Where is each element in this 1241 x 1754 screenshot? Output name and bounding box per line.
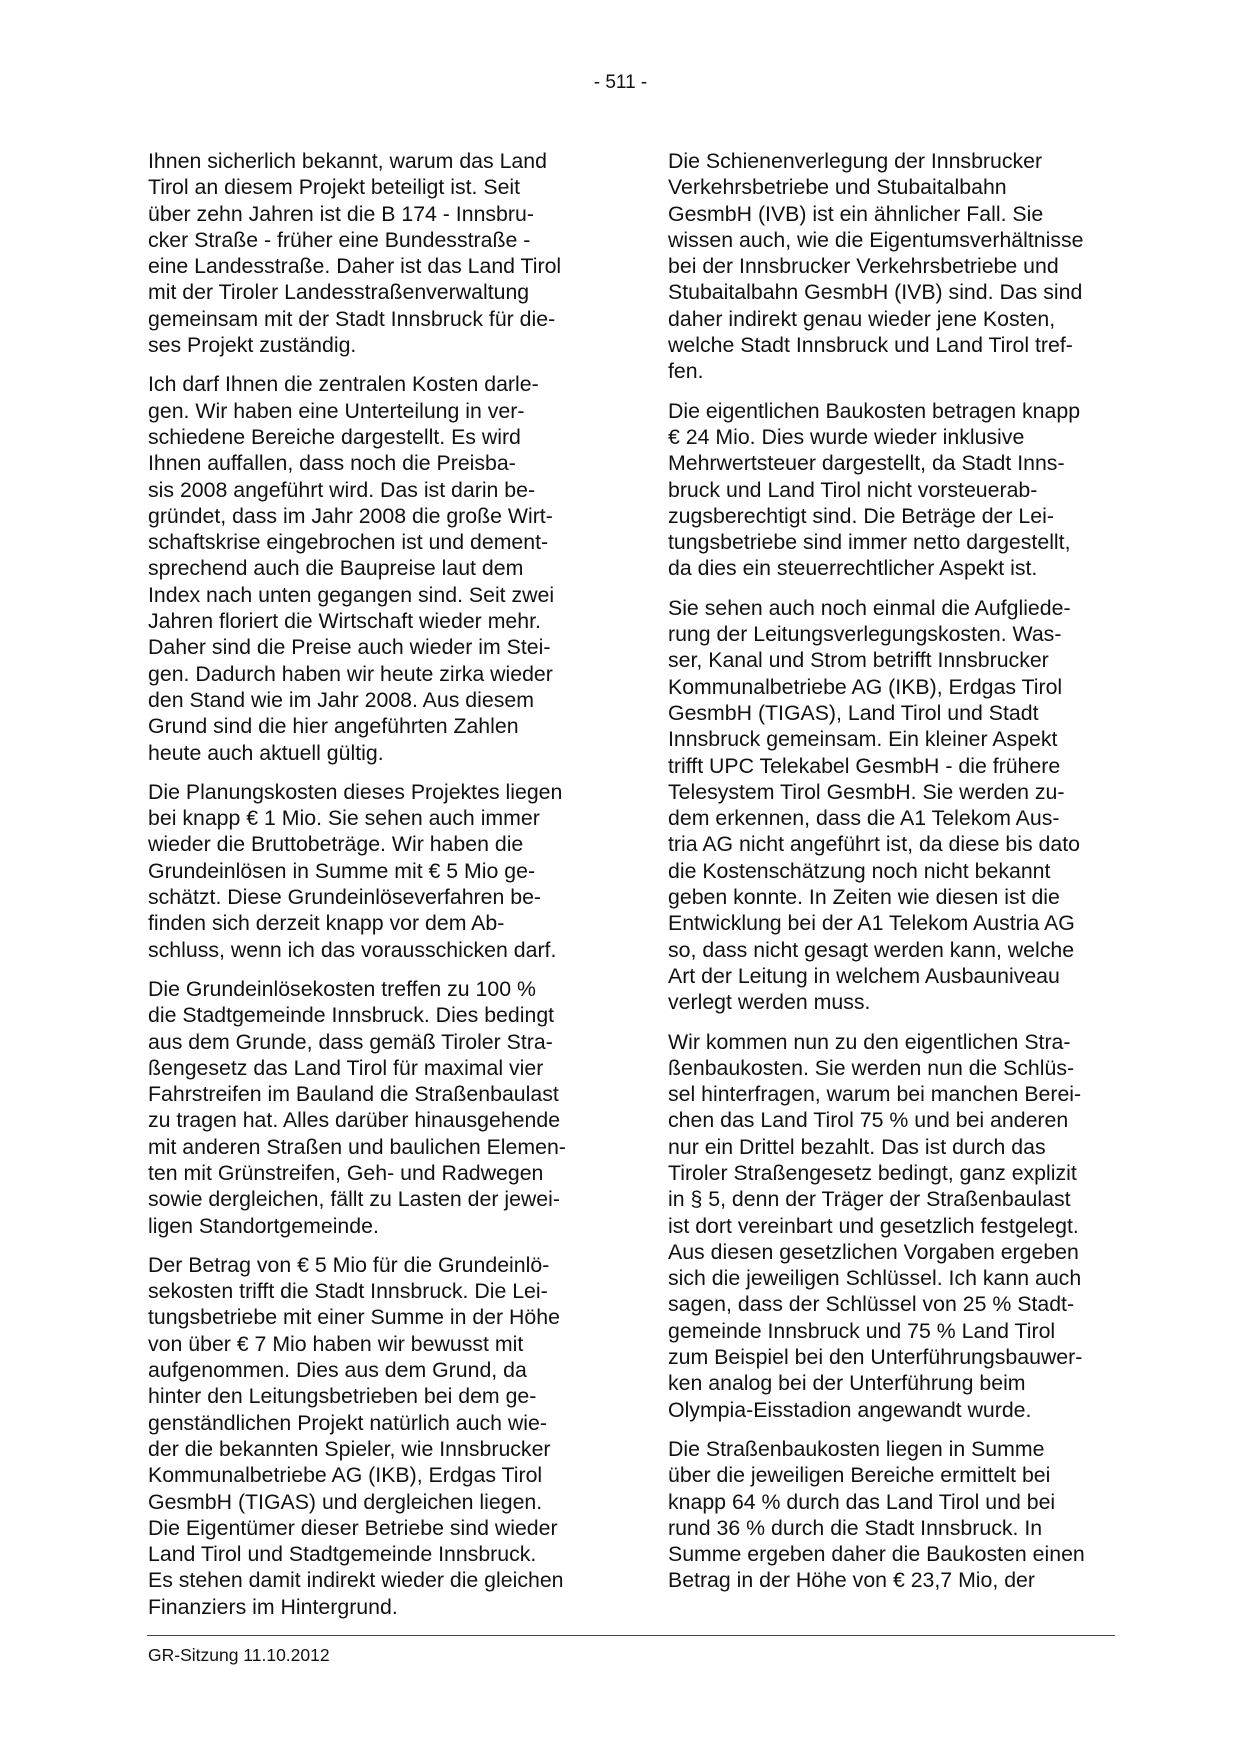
text-line: Jahren floriert die Wirtschaft wieder mehr.	[148, 609, 541, 634]
text-line: Entwicklung bei der A1 Telekom Austria AG	[668, 911, 1075, 936]
text-line: gemeinsam mit der Stadt Innsbruck für die-	[148, 306, 556, 331]
text-line: schluss, wenn ich das vorausschicken darf.	[148, 937, 557, 962]
text-line: hinter den Leitungsbetrieben bei dem ge-	[148, 1384, 537, 1409]
text-line: Die Planungskosten dieses Projektes liegen	[148, 779, 563, 804]
text-line: sagen, dass der Schlüssel von 25 % Stadt-	[668, 1292, 1075, 1317]
text-line: chen das Land Tirol 75 % und bei anderen	[668, 1108, 1069, 1133]
text-line: Die Eigentümer dieser Betriebe sind wieder	[148, 1515, 558, 1540]
text-line: zu tragen hat. Alles darüber hinausgehende	[148, 1108, 561, 1133]
text-line: finden sich derzeit knapp vor dem Ab-	[148, 911, 505, 936]
text-line: Betrag in der Höhe von € 23,7 Mio, der	[668, 1568, 1035, 1593]
text-line: mit der Tiroler Landesstraßenverwaltung	[148, 280, 530, 305]
text-line: € 24 Mio. Dies wurde wieder inklusive	[668, 424, 1025, 449]
text-line: sel hinterfragen, warum bei manchen Berei-	[668, 1082, 1082, 1107]
text-line: da dies ein steuerrechtlicher Aspekt ist.	[668, 556, 1038, 581]
text-line: Grund sind die hier angeführten Zahlen	[148, 714, 519, 739]
text-line: bei der Innsbrucker Verkehrsbetriebe und	[668, 254, 1059, 279]
text-line: Die eigentlichen Baukosten betragen knapp	[668, 398, 1081, 423]
text-line: ten mit Grünstreifen, Geh- und Radwegen	[148, 1160, 544, 1185]
text-line: zugsberechtigt sind. Die Beträge der Lei-	[668, 503, 1054, 528]
text-line: knapp 64 % durch das Land Tirol und bei	[668, 1489, 1056, 1514]
text-line: bei knapp € 1 Mio. Sie sehen auch immer	[148, 806, 540, 831]
text-line: tungsbetriebe sind immer netto dargestellt,	[668, 530, 1071, 555]
text-line: ken analog bei der Unterführung beim	[668, 1371, 1026, 1396]
text-line: tungsbetriebe mit einer Summe in der Höhe	[148, 1305, 560, 1330]
text-line: rund 36 % durch die Stadt Innsbruck. In	[668, 1515, 1043, 1540]
text-line: über die jeweiligen Bereiche ermittelt bei	[668, 1463, 1051, 1488]
text-line: Summe ergeben daher die Baukosten einen	[668, 1542, 1085, 1567]
right-column	[668, 148, 1128, 1607]
text-line: trifft UPC Telekabel GesmbH - die frühere	[668, 753, 1061, 778]
text-line: ses Projekt zuständig.	[148, 333, 357, 358]
text-line: wissen auch, wie die Eigentumsverhältnisse	[668, 227, 1084, 252]
text-line: Ihnen auffallen, dass noch die Preisba-	[148, 451, 516, 476]
text-line: aufgenommen. Dies aus dem Grund, da	[148, 1358, 527, 1383]
paragraph	[668, 1436, 1128, 1594]
text-line: Olympia-Eisstadion angewandt wurde.	[668, 1397, 1032, 1422]
text-line: tria AG nicht angeführt ist, da diese bis dato	[668, 832, 1080, 857]
text-line: gen. Dadurch haben wir heute zirka wieder	[148, 661, 553, 686]
text-line: daher indirekt genau wieder jene Kosten,	[668, 306, 1056, 331]
text-line: die Kostenschätzung noch nicht bekannt	[668, 858, 1051, 883]
paragraph	[668, 148, 1128, 385]
paragraph	[148, 371, 608, 765]
text-line: Die Straßenbaukosten liegen in Summe	[668, 1436, 1045, 1461]
paragraph	[668, 1029, 1128, 1423]
text-line: sich die jeweiligen Schlüssel. Ich kann auch	[668, 1266, 1082, 1291]
text-line: gemeinde Innsbruck und 75 % Land Tirol	[668, 1318, 1056, 1343]
text-line: mit anderen Straßen und baulichen Elemen-	[148, 1134, 566, 1159]
paragraph	[148, 976, 608, 1239]
text-line: Fahrstreifen im Bauland die Straßenbaulast	[148, 1082, 559, 1107]
text-line: Die Schienenverlegung der Innsbrucker	[668, 149, 1043, 173]
text-line: Sie sehen auch noch einmal die Aufgliede-	[668, 595, 1071, 620]
text-line: sekosten trifft die Stadt Innsbruck. Die Lei-	[148, 1279, 548, 1304]
text-line: ßengesetz das Land Tirol für maximal vier	[148, 1055, 544, 1080]
text-line: GesmbH (IVB) ist ein ähnlicher Fall. Sie	[668, 201, 1044, 226]
text-line: geben konnte. In Zeiten wie diesen ist die	[668, 885, 1060, 910]
text-line: Kommunalbetriebe AG (IKB), Erdgas Tirol	[668, 674, 1063, 699]
footer-session-date: GR-Sitzung 11.10.2012	[148, 1645, 330, 1665]
text-line: Mehrwertsteuer dargestellt, da Stadt Inns-	[668, 451, 1065, 476]
text-line: Tirol an diesem Projekt beteiligt ist. Seit	[148, 175, 521, 200]
page-number: - 511 -	[593, 72, 648, 93]
text-line: in § 5, denn der Träger der Straßenbaulast	[668, 1187, 1071, 1212]
text-line: Land Tirol und Stadtgemeinde Innsbruck.	[148, 1542, 537, 1567]
text-line: Die Grundeinlösekosten treffen zu 100 %	[148, 976, 536, 1001]
text-line: Es stehen damit indirekt wieder die gleichen	[148, 1568, 564, 1593]
text-line: so, dass nicht gesagt werden kann, welche	[668, 937, 1075, 962]
text-line: schätzt. Diese Grundeinlöseverfahren be-	[148, 885, 542, 910]
text-line: Wir kommen nun zu den eigentlichen Stra-	[668, 1029, 1071, 1054]
text-line: Innsbruck gemeinsam. Ein kleiner Aspekt	[668, 727, 1058, 752]
text-line: Ich darf Ihnen die zentralen Kosten darle-	[148, 372, 539, 397]
text-line: Ihnen sicherlich bekannt, warum das Land	[148, 149, 547, 173]
text-line: schaftskrise eingebrochen ist und dement-	[148, 530, 549, 555]
text-line: fen.	[668, 359, 704, 384]
text-line: sprechend auch die Baupreise laut dem	[148, 556, 524, 581]
text-line: Art der Leitung in welchem Ausbauniveau	[668, 963, 1060, 988]
text-line: sowie dergleichen, fällt zu Lasten der jewei-	[148, 1187, 560, 1212]
text-line: Grundeinlösen in Summe mit € 5 Mio ge-	[148, 858, 536, 883]
text-line: über zehn Jahren ist die B 174 - Innsbru-	[148, 201, 534, 226]
text-line: Daher sind die Preise auch wieder im Stei-	[148, 635, 551, 660]
text-line: ligen Standortgemeinde.	[148, 1213, 379, 1238]
text-line: welche Stadt Innsbruck und Land Tirol tref-	[668, 333, 1073, 358]
text-line: Stubaitalbahn GesmbH (IVB) sind. Das sind	[668, 280, 1083, 305]
text-line: eine Landesstraße. Daher ist das Land Tirol	[148, 254, 562, 279]
text-line: ser, Kanal und Strom betrifft Innsbrucker	[668, 648, 1049, 673]
text-line: wieder die Bruttobeträge. Wir haben die	[148, 832, 524, 857]
text-line: Tiroler Straßengesetz bedingt, ganz explizit	[668, 1160, 1077, 1185]
text-line: gen. Wir haben eine Unterteilung in ver-	[148, 398, 525, 423]
text-line: sis 2008 angeführt wird. Das ist darin be-	[148, 477, 536, 502]
paragraph	[668, 595, 1128, 1016]
text-line: dem erkennen, dass die A1 Telekom Aus-	[668, 806, 1060, 831]
paragraph	[668, 398, 1128, 582]
text-line: GesmbH (TIGAS), Land Tirol und Stadt	[668, 700, 1039, 725]
text-line: rung der Leitungsverlegungskosten. Was-	[668, 622, 1062, 647]
left-column	[148, 148, 608, 1633]
text-line: bruck und Land Tirol nicht vorsteuerab-	[668, 477, 1038, 502]
text-line: Kommunalbetriebe AG (IKB), Erdgas Tirol	[148, 1463, 543, 1488]
footer-divider	[147, 1635, 1115, 1636]
text-line: verlegt werden muss.	[668, 990, 871, 1015]
text-line: Index nach unten gegangen sind. Seit zwei	[148, 582, 555, 607]
text-line: Finanziers im Hintergrund.	[148, 1594, 398, 1619]
text-line: Der Betrag von € 5 Mio für die Grundeinlö-	[148, 1252, 550, 1277]
paragraph	[148, 779, 608, 963]
text-line: die Stadtgemeinde Innsbruck. Dies bedingt	[148, 1003, 555, 1028]
text-line: Verkehrsbetriebe und Stubaitalbahn	[668, 175, 1007, 200]
text-line: genständlichen Projekt natürlich auch wie-	[148, 1410, 547, 1435]
text-line: nur ein Drittel bezahlt. Das ist durch das	[668, 1134, 1046, 1159]
text-line: der die bekannten Spieler, wie Innsbrucker	[148, 1436, 551, 1461]
text-line: ist dort vereinbart und gesetzlich festgelegt.	[668, 1213, 1079, 1238]
text-line: aus dem Grunde, dass gemäß Tiroler Stra-	[148, 1029, 553, 1054]
text-line: von über € 7 Mio haben wir bewusst mit	[148, 1331, 524, 1356]
text-line: gründet, dass im Jahr 2008 die große Wirt-	[148, 503, 553, 528]
text-line: den Stand wie im Jahr 2008. Aus diesem	[148, 687, 534, 712]
paragraph	[148, 148, 608, 358]
text-line: Aus diesen gesetzlichen Vorgaben ergeben	[668, 1239, 1079, 1264]
text-line: GesmbH (TIGAS) und dergleichen liegen.	[148, 1489, 543, 1514]
text-line: Telesystem Tirol GesmbH. Sie werden zu-	[668, 779, 1065, 804]
text-line: ßenbaukosten. Sie werden nun die Schlüs-	[668, 1055, 1075, 1080]
text-line: cker Straße - früher eine Bundesstraße -	[148, 227, 531, 252]
paragraph	[148, 1252, 608, 1620]
text-line: zum Beispiel bei den Unterführungsbauwer-	[668, 1345, 1083, 1370]
text-line: heute auch aktuell gültig.	[148, 740, 384, 765]
text-line: schiedene Bereiche dargestellt. Es wird	[148, 424, 521, 449]
